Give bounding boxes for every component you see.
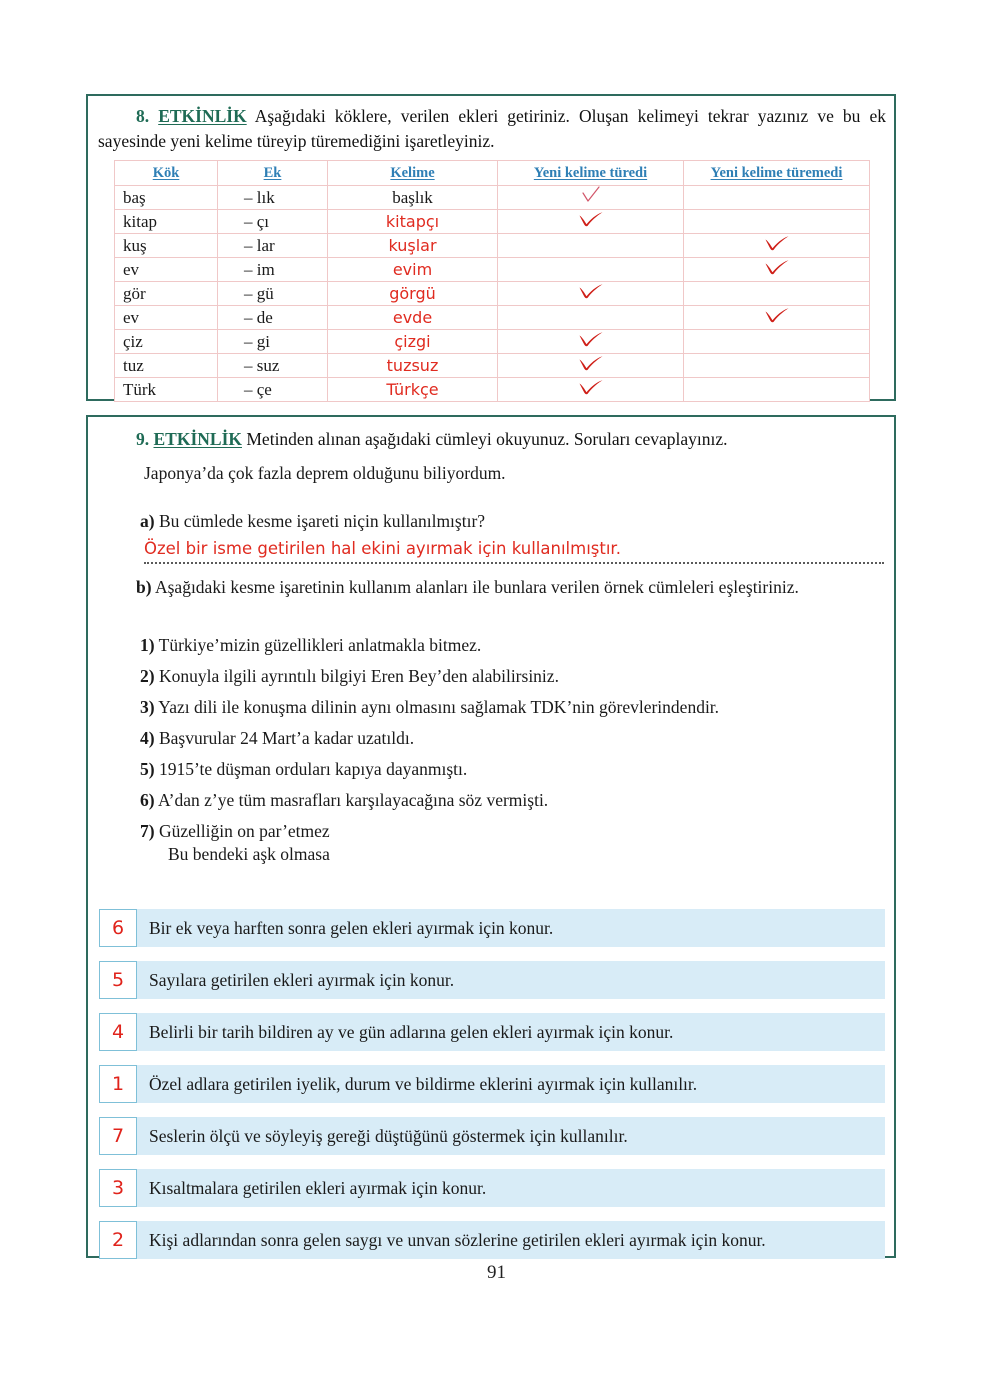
cell-kelime[interactable]: evim — [328, 258, 498, 282]
list-item-continuation: Bu bendeki aşk olmasa — [168, 844, 330, 864]
list-item-number: 5) — [140, 759, 155, 779]
question-b — [98, 575, 888, 600]
cell-kelime[interactable]: başlık — [328, 186, 498, 210]
cell-kelime[interactable]: kitapçı — [328, 210, 498, 234]
list-item-text: Güzelliğin on par’etmez — [154, 821, 330, 841]
page-number: 91 — [487, 1262, 506, 1283]
cell-ek: – gü — [218, 282, 328, 306]
cell-ek: – çe — [218, 378, 328, 402]
cell-kelime[interactable]: görgü — [328, 282, 498, 306]
check-icon — [578, 355, 604, 371]
table-row — [115, 186, 870, 210]
cell-ek: – suz — [218, 354, 328, 378]
list-item-number: 1) — [140, 635, 155, 655]
activity-8-instruction: Aşağıdaki köklere, verilen ekleri getiriniz. Oluşan kelimeyi tekrar yazınız ve bu ek sayesinde yeni kelime türeyip türemediğini işaretleyiniz. — [98, 106, 886, 151]
cell-kelime[interactable]: evde — [328, 306, 498, 330]
match-answer-box[interactable]: 4 — [99, 1013, 137, 1051]
column-header-kelime: Kelime — [328, 161, 498, 186]
column-header-ek: Ek — [218, 161, 328, 186]
cell-kok: kuş — [115, 234, 218, 258]
list-item-text: Konuyla ilgili ayrıntılı bilgiyi Eren Bey’den alabilirsiniz. — [154, 666, 559, 686]
table-row — [115, 210, 870, 234]
question-b-label: b) — [136, 577, 152, 597]
table-row — [115, 306, 870, 330]
list-item-number: 4) — [140, 728, 155, 748]
column-header-yeni-kelime-turedi: Yeni kelime türedi — [498, 161, 684, 186]
cell-kelime[interactable]: Türkçe — [328, 378, 498, 402]
match-rule-text: Kişi adlarından sonra gelen saygı ve unvan sözlerine getirilen ekleri ayırmak için konur. — [137, 1221, 885, 1259]
list-item-number: 7) — [140, 821, 155, 841]
question-a-text: Bu cümlede kesme işareti niçin kullanılmıştır? — [158, 511, 486, 531]
cell-yeni-kelime-turedi[interactable] — [498, 186, 684, 210]
activity-8-label: ETKİNLİK — [158, 106, 247, 126]
list-item-number: 2) — [140, 666, 155, 686]
table-row — [115, 258, 870, 282]
answer-a-handwriting: Özel bir isme getirilen hal ekini ayırmak için kullanılmıştır. — [144, 539, 621, 558]
cell-kelime[interactable]: çizgi — [328, 330, 498, 354]
check-icon — [764, 235, 790, 251]
cell-kok: gör — [115, 282, 218, 306]
match-answer-box[interactable]: 6 — [99, 909, 137, 947]
cell-kok: tuz — [115, 354, 218, 378]
cell-ek: – lık — [218, 186, 328, 210]
check-icon — [581, 186, 601, 204]
match-row — [99, 909, 885, 947]
match-row — [99, 1117, 885, 1155]
check-icon — [764, 307, 790, 323]
cell-kok: kitap — [115, 210, 218, 234]
list-item-number: 6) — [140, 790, 155, 810]
list-item — [140, 728, 886, 749]
cell-kok: çiz — [115, 330, 218, 354]
table-row — [115, 330, 870, 354]
check-icon — [764, 259, 790, 275]
cell-yeni-kelime-turedi[interactable] — [498, 234, 684, 258]
cell-yeni-kelime-turemedi[interactable] — [684, 282, 870, 306]
match-row — [99, 1065, 885, 1103]
cell-yeni-kelime-turemedi[interactable] — [684, 378, 870, 402]
column-header-kok: Kök — [115, 161, 218, 186]
table-row — [115, 282, 870, 306]
cell-kelime[interactable]: tuzsuz — [328, 354, 498, 378]
match-answer-box[interactable]: 1 — [99, 1065, 137, 1103]
activity-9-label: ETKİNLİK — [153, 429, 242, 449]
example-sentence-list — [140, 635, 886, 875]
match-answer-box[interactable]: 7 — [99, 1117, 137, 1155]
check-icon — [578, 283, 604, 299]
cell-ek: – çı — [218, 210, 328, 234]
answer-a-area[interactable] — [144, 539, 884, 567]
table-row — [115, 378, 870, 402]
cell-yeni-kelime-turedi[interactable] — [498, 354, 684, 378]
match-rule-text: Seslerin ölçü ve söyleyiş gereği düştüğünü göstermek için kullanılır. — [137, 1117, 885, 1155]
list-item — [140, 821, 886, 865]
list-item-text: A’dan z’ye tüm masrafları karşılayacağına söz vermişti. — [154, 790, 549, 810]
cell-yeni-kelime-turedi[interactable] — [498, 210, 684, 234]
list-item-number: 3) — [140, 697, 155, 717]
root-suffix-table — [114, 160, 870, 402]
cell-kok: Türk — [115, 378, 218, 402]
cell-yeni-kelime-turedi[interactable] — [498, 282, 684, 306]
cell-kok: ev — [115, 258, 218, 282]
list-item — [140, 790, 886, 811]
activity-8-number: 8. — [136, 106, 150, 126]
check-icon — [578, 379, 604, 395]
cell-yeni-kelime-turemedi[interactable] — [684, 186, 870, 210]
table-row — [115, 354, 870, 378]
example-sentence: Japonya’da çok fazla deprem olduğunu biliyordum. — [144, 463, 506, 483]
cell-kok: baş — [115, 186, 218, 210]
cell-yeni-kelime-turemedi[interactable] — [684, 234, 870, 258]
cell-ek: – lar — [218, 234, 328, 258]
activity-9-box — [86, 415, 896, 1258]
answer-a-dotted-line — [144, 562, 884, 564]
question-a-label: a) — [140, 511, 155, 531]
match-row — [99, 1013, 885, 1051]
list-item — [140, 697, 886, 718]
cell-ek: – de — [218, 306, 328, 330]
list-item-text: Yazı dili ile konuşma dilinin aynı olmasını sağlamak TDK’nin görevlerindendir. — [154, 697, 720, 717]
match-answer-box[interactable]: 2 — [99, 1221, 137, 1259]
match-rule-text: Sayılara getirilen ekleri ayırmak için konur. — [137, 961, 885, 999]
match-rule-text: Bir ek veya harften sonra gelen ekleri ayırmak için konur. — [137, 909, 885, 947]
activity-9-instruction: Metinden alınan aşağıdaki cümleyi okuyunuz. Soruları cevaplayınız. — [246, 429, 728, 449]
cell-yeni-kelime-turedi[interactable] — [498, 306, 684, 330]
table-header-row — [115, 161, 870, 186]
question-a — [140, 511, 485, 532]
cell-yeni-kelime-turemedi[interactable] — [684, 354, 870, 378]
matching-rules-list — [99, 909, 885, 1273]
cell-ek: – gi — [218, 330, 328, 354]
cell-yeni-kelime-turedi[interactable] — [498, 258, 684, 282]
list-item — [140, 759, 886, 780]
cell-yeni-kelime-turedi[interactable] — [498, 330, 684, 354]
match-rule-text: Özel adlara getirilen iyelik, durum ve bildirme eklerini ayırmak için kullanılır. — [137, 1065, 885, 1103]
cell-yeni-kelime-turemedi[interactable] — [684, 210, 870, 234]
check-icon — [578, 331, 604, 347]
cell-yeni-kelime-turedi[interactable] — [498, 378, 684, 402]
match-row — [99, 961, 885, 999]
match-rule-text: Kısaltmalara getirilen ekleri ayırmak için konur. — [137, 1169, 885, 1207]
table-row — [115, 234, 870, 258]
cell-yeni-kelime-turemedi[interactable] — [684, 330, 870, 354]
activity-8-heading — [98, 104, 886, 154]
match-rule-text: Belirli bir tarih bildiren ay ve gün adlarına gelen ekleri ayırmak için konur. — [137, 1013, 885, 1051]
activity-9-heading — [98, 427, 886, 452]
list-item — [140, 666, 886, 687]
list-item — [140, 635, 886, 656]
match-answer-box[interactable]: 3 — [99, 1169, 137, 1207]
match-row — [99, 1169, 885, 1207]
question-b-text: Aşağıdaki kesme işaretinin kullanım alanları ile bunlara verilen örnek cümleleri eşleştiriniz. — [154, 577, 799, 597]
activity-8-box — [86, 94, 896, 401]
activity-9-number: 9. — [136, 429, 150, 449]
list-item-text: 1915’te düşman orduları kapıya dayanmıştı. — [154, 759, 468, 779]
list-item-text: Türkiye’mizin güzellikleri anlatmakla bitmez. — [154, 635, 482, 655]
match-answer-box[interactable]: 5 — [99, 961, 137, 999]
cell-ek: – im — [218, 258, 328, 282]
cell-kok: ev — [115, 306, 218, 330]
column-header-yeni-kelime-turemedi: Yeni kelime türemedi — [684, 161, 870, 186]
match-row — [99, 1221, 885, 1259]
cell-kelime[interactable]: kuşlar — [328, 234, 498, 258]
cell-yeni-kelime-turemedi[interactable] — [684, 306, 870, 330]
list-item-text: Başvurular 24 Mart’a kadar uzatıldı. — [154, 728, 415, 748]
cell-yeni-kelime-turemedi[interactable] — [684, 258, 870, 282]
check-icon — [578, 211, 604, 227]
